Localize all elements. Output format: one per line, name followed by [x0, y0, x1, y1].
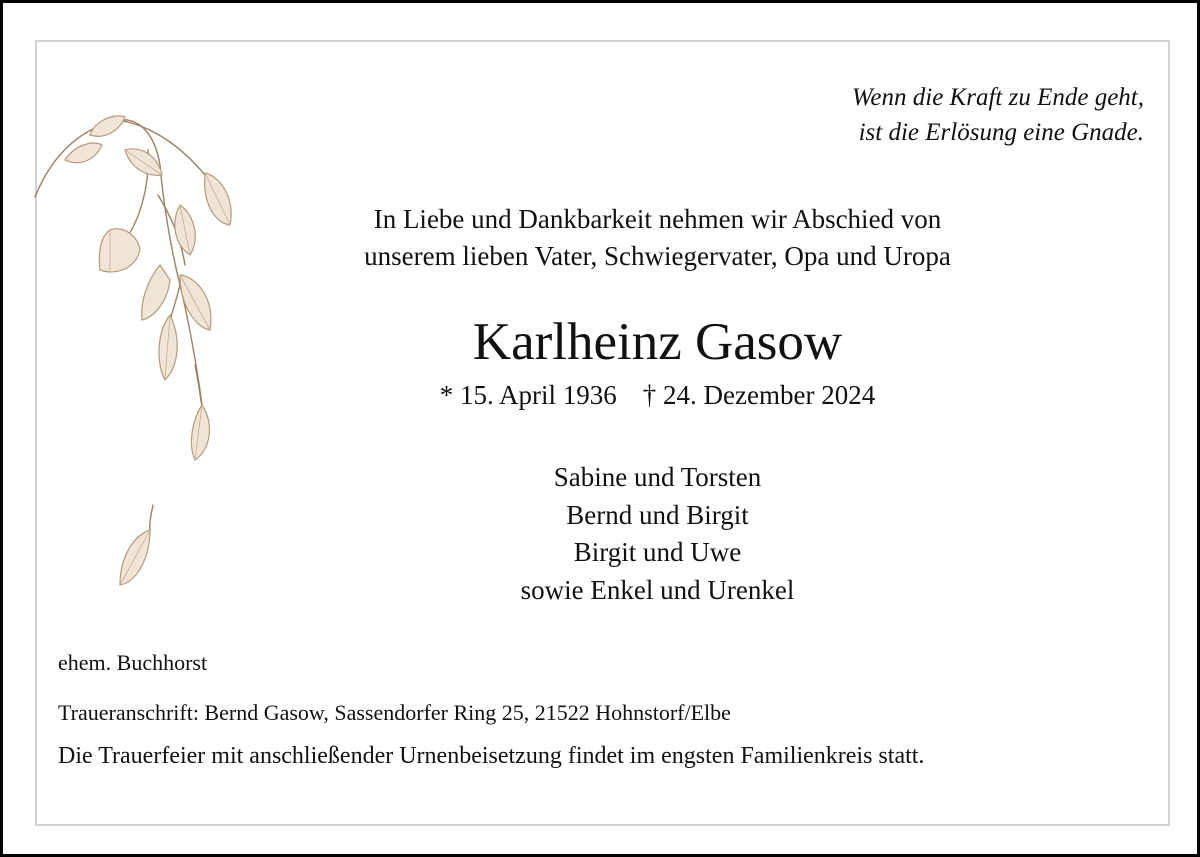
mourners-list [250, 459, 1065, 609]
intro-line: In Liebe und Dankbarkeit nehmen wir Abschied von [373, 204, 942, 234]
mourning-address: Traueranschrift: Bernd Gasow, Sassendorfer Ring 25, 21522 Hohnstorf/Elbe [58, 700, 731, 725]
mourner-line: Sabine und Torsten [553, 462, 762, 492]
former-residence: ehem. Buchhorst [58, 650, 208, 675]
death-date: † 24. Dezember 2024 [642, 380, 876, 410]
ceremony-note: Die Trauerfeier mit anschließender Urnenbeisetzung findet im engsten Familienkreis statt. [58, 743, 925, 769]
quote [852, 80, 1144, 150]
mourner-line: Birgit und Uwe [573, 537, 742, 567]
intro-text [250, 201, 1065, 275]
life-dates [250, 377, 1065, 414]
deceased-name: Karlheinz Gasow [472, 313, 843, 371]
quote-line: Wenn die Kraft zu Ende geht, [851, 84, 1144, 111]
quote-line: ist die Erlösung eine Gnade. [858, 119, 1144, 146]
mourner-line: sowie Enkel und Urenkel [520, 574, 795, 605]
intro-line: unserem lieben Vater, Schwiegervater, Opa und Uropa [364, 241, 951, 271]
birch-branch-icon [30, 105, 250, 595]
birth-date: * 15. April 1936 [439, 380, 617, 410]
mourner-line: Bernd und Birgit [566, 499, 749, 530]
